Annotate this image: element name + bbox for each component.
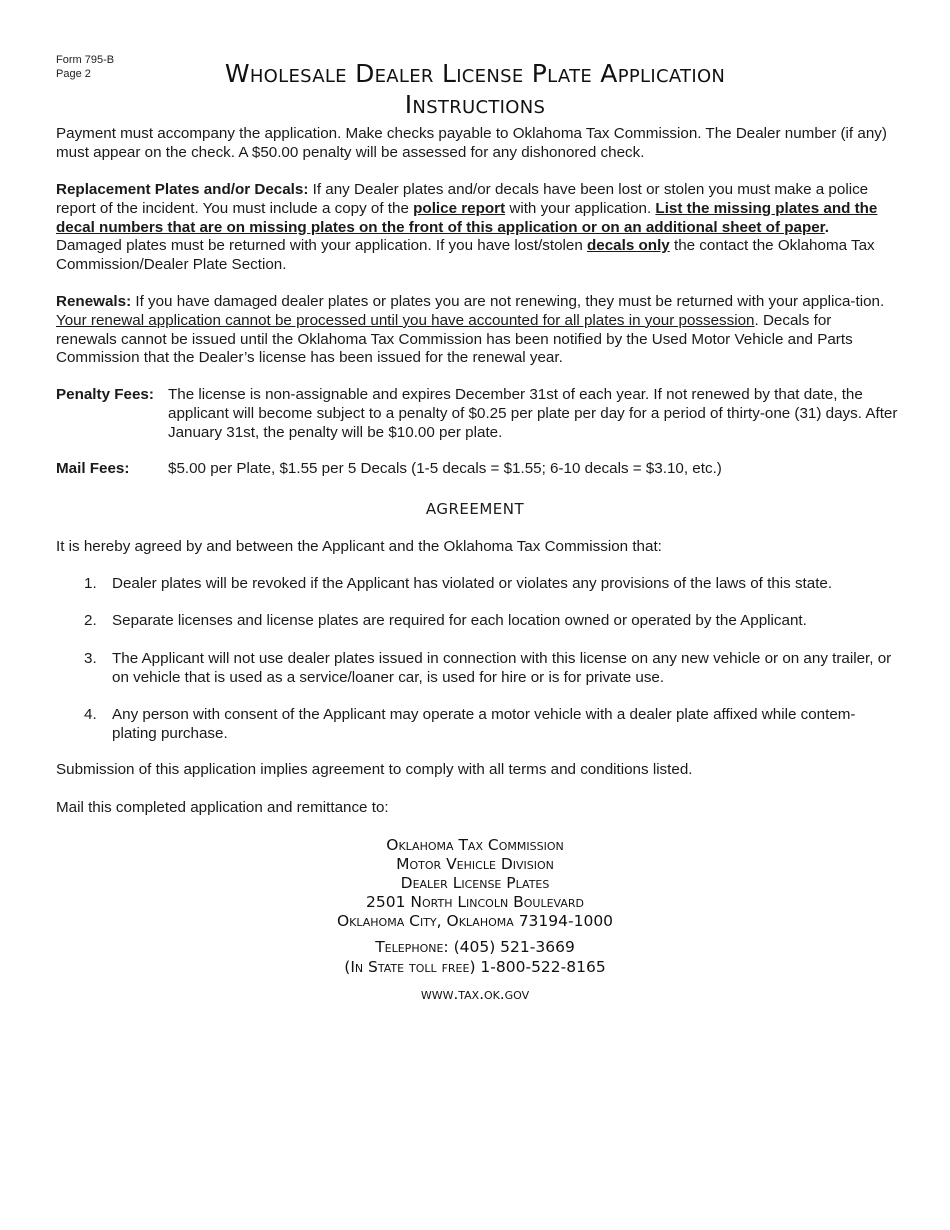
address-line-2: Motor Vehicle Division <box>396 855 554 873</box>
replacement-label: Replacement Plates and/or Decals: <box>56 181 309 198</box>
missing-plates-instruction: List the missing plates and the decal numbers that are on missing plates on the front of this application or on an additional sheet of paper <box>56 199 878 236</box>
list-item-number: 2. <box>84 612 97 629</box>
list-item-text: Dealer plates will be revoked if the Applicant has violated or violates any provisions of the laws of this state. <box>112 575 833 592</box>
address-line-5: Oklahoma City, Oklahoma 73194-1000 <box>336 912 614 930</box>
penalty-fees-label: Penalty Fees: <box>56 386 154 403</box>
replacement-period: . <box>824 218 829 236</box>
replacement-text-1: If any Dealer plates and/or decals have been lost or stolen you must make a police report of the incident. You must include a copy of the <box>56 181 869 217</box>
replacement-paragraph <box>56 181 896 275</box>
agreement-heading: AGREEMENT <box>425 500 525 518</box>
toll-free-number: (In State toll free) 1-800-522-8165 <box>344 958 606 976</box>
mail-fees-label: Mail Fees: <box>56 460 130 477</box>
replacement-text-2: with your application. <box>505 199 656 217</box>
penalty-fees-text: The license is non-assignable and expires December 31st of each year. If not renewed by that date, the applicant will become subject to a penalty of $0.25 per plate per day for a period of thirty-one (31) days. After January 31st, the penalty will be $10.00 per plate. <box>168 386 898 441</box>
list-item-number: 3. <box>84 650 97 667</box>
list-item-text: The Applicant will not use dealer plates issued in connection with this license on any new vehicle or on any trailer, or on vehicle that is used as a service/loaner car, is used for hire or is for private use. <box>112 650 892 686</box>
replacement-text-4: the contact the Oklahoma Tax Commission/Dealer Plate Section. <box>56 237 875 274</box>
list-item-number: 4. <box>84 706 97 723</box>
renewals-paragraph <box>56 293 896 368</box>
website-link[interactable]: www.tax.ok.gov <box>420 985 530 1003</box>
submission-statement: Submission of this application implies agreement to comply with all terms and conditions listed. <box>56 761 693 778</box>
address-line-1: Oklahoma Tax Commission <box>386 836 564 854</box>
renewals-text-1: If you have damaged dealer plates or plates you are not renewing, they must be returned with your applica-tion. <box>131 293 885 310</box>
title-line-2: Instructions <box>404 90 546 119</box>
telephone-number: Telephone: (405) 521-3669 <box>375 938 575 956</box>
list-item-text: Separate licenses and license plates are required for each location owned or operated by the Applicant. <box>112 612 807 629</box>
page-number: Page 2 <box>56 68 91 80</box>
decals-only-emphasis: decals only <box>587 237 670 255</box>
list-item-text: Any person with consent of the Applicant may operate a motor vehicle with a dealer plate affixed while contem-plating purchase. <box>112 706 856 742</box>
title-line-1: Wholesale Dealer License Plate Application <box>224 59 726 88</box>
renewals-underlined-notice: Your renewal application cannot be processed until you have accounted for all plates in your possession <box>56 311 755 329</box>
renewals-label: Renewals: <box>56 293 132 310</box>
police-report-emphasis: police report <box>413 199 506 217</box>
page-title <box>0 58 950 120</box>
replacement-text-3: Damaged plates must be returned with your application. If you have lost/stolen <box>56 237 588 255</box>
payment-paragraph: Payment must accompany the application. Make checks payable to Oklahoma Tax Commission. The Dealer number (if any) must appear on the check. A $50.00 penalty will be assessed for any dishonored check. <box>56 125 887 161</box>
form-number: Form 795-B <box>56 54 115 66</box>
address-line-3: Dealer License Plates <box>400 874 550 892</box>
mailing-address <box>0 836 950 1004</box>
agreement-intro: It is hereby agreed by and between the Applicant and the Oklahoma Tax Commission that: <box>56 538 662 555</box>
mail-fees-text: $5.00 per Plate, $1.55 per 5 Decals (1-5 decals = $1.55; 6-10 decals = $3.10, etc.) <box>168 460 722 477</box>
renewals-text-2: . Decals for renewals cannot be issued until the Oklahoma Tax Commission has been notified by the Used Motor Vehicle and Parts Commission that the Dealer’s license has been issued for the renewal year. <box>56 311 853 367</box>
list-item-number: 1. <box>84 575 97 592</box>
mail-to-statement: Mail this completed application and remittance to: <box>56 799 389 816</box>
address-line-4: 2501 North Lincoln Boulevard <box>366 893 584 911</box>
